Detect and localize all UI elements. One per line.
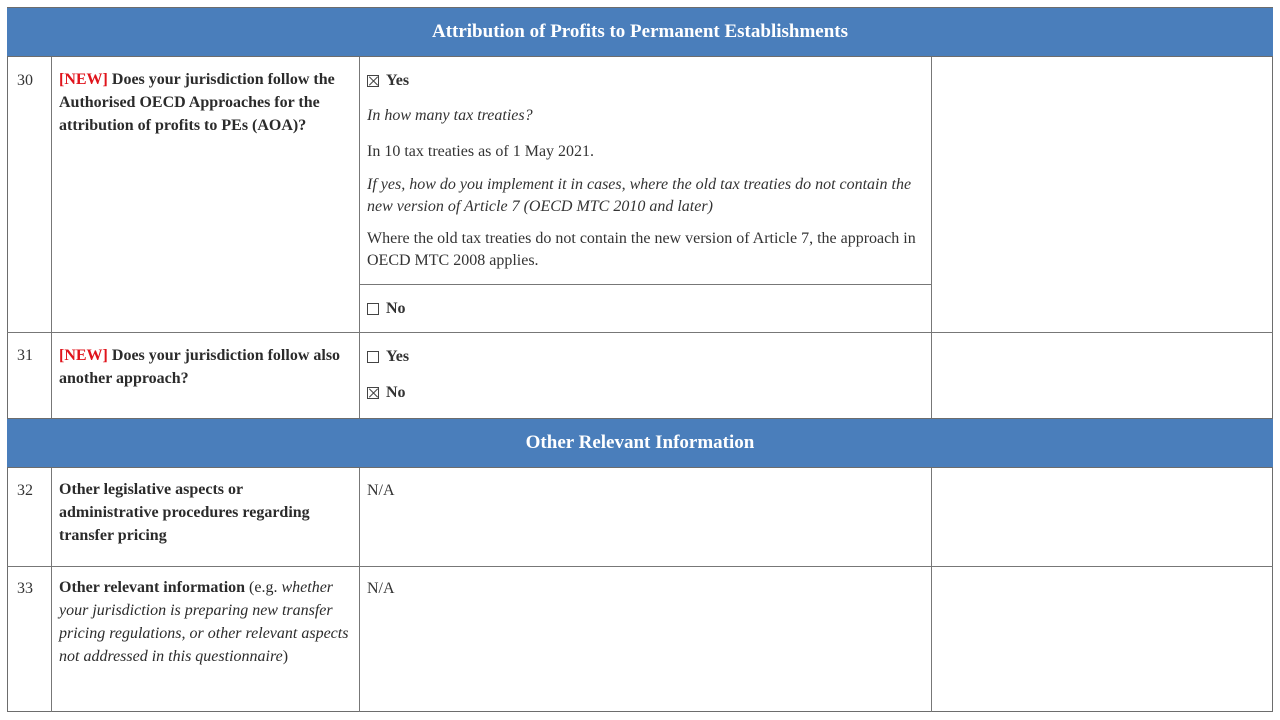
answer-32: N/A: [367, 482, 395, 499]
checkbox-checked-icon[interactable]: [367, 75, 379, 87]
question-italic: whether your jurisdiction is preparing new transfer pricing regulations, or other relevant aspects not addressed in this questionnaire: [59, 579, 349, 665]
question-bold: Other relevant information: [59, 579, 246, 596]
section-header-other: [7, 418, 1273, 468]
checkbox-empty-icon[interactable]: [367, 351, 379, 363]
column-divider: [359, 468, 360, 712]
question-33: [59, 576, 354, 668]
question-text: Does your jurisdiction follow also another approach?: [59, 347, 341, 387]
sub-answer: Where the old tax treaties do not contain the new version of Article 7, the approach in OECD MTC 2008 applies.: [367, 230, 916, 269]
option-no[interactable]: [367, 300, 406, 318]
option-label: Yes: [386, 72, 410, 89]
option-label: Yes: [386, 348, 410, 365]
row-number: 31: [17, 347, 33, 364]
option-label: No: [386, 300, 406, 317]
column-divider: [931, 57, 932, 418]
new-tag: [NEW]: [59, 347, 108, 364]
section-title: Attribution of Profits to Permanent Establishments: [431, 21, 849, 42]
row-number: 30: [17, 72, 33, 89]
question-30: [59, 68, 351, 137]
row-divider: [7, 332, 1273, 333]
sub-question: If yes, how do you implement it in cases, where the old tax treaties do not contain the new version of Article 7 (OECD MTC 2010 and later): [367, 176, 912, 215]
answer-33: N/A: [367, 580, 395, 597]
option-no[interactable]: [367, 384, 406, 402]
section-title: Other Relevant Information: [525, 432, 755, 453]
sub-question: In how many tax treaties?: [367, 107, 533, 124]
question-paren-open: (e.g.: [245, 579, 282, 596]
sub-answer: In 10 tax treaties as of 1 May 2021.: [367, 143, 595, 160]
option-yes[interactable]: [367, 348, 409, 366]
column-divider: [359, 57, 360, 418]
row-number: 32: [17, 482, 33, 499]
option-yes[interactable]: [367, 72, 409, 90]
checkbox-checked-icon[interactable]: [367, 387, 379, 399]
question-paren-close: ): [282, 648, 289, 665]
checkbox-empty-icon[interactable]: [367, 303, 379, 315]
new-tag: [NEW]: [59, 71, 108, 88]
row-number: 33: [17, 580, 33, 597]
column-divider: [931, 468, 932, 712]
section-header-attribution: [7, 7, 1273, 57]
option-label: No: [386, 384, 406, 401]
cell-divider: [359, 284, 931, 285]
row-divider: [7, 566, 1273, 567]
column-divider: [51, 57, 52, 418]
column-divider: [51, 468, 52, 712]
question-text: Does your jurisdiction follow the Authorised OECD Approaches for the attribution of profits to PEs (AOA)?: [59, 71, 335, 134]
question-32: Other legislative aspects or administrative procedures regarding transfer pricing: [59, 481, 310, 544]
question-31: [59, 344, 351, 390]
